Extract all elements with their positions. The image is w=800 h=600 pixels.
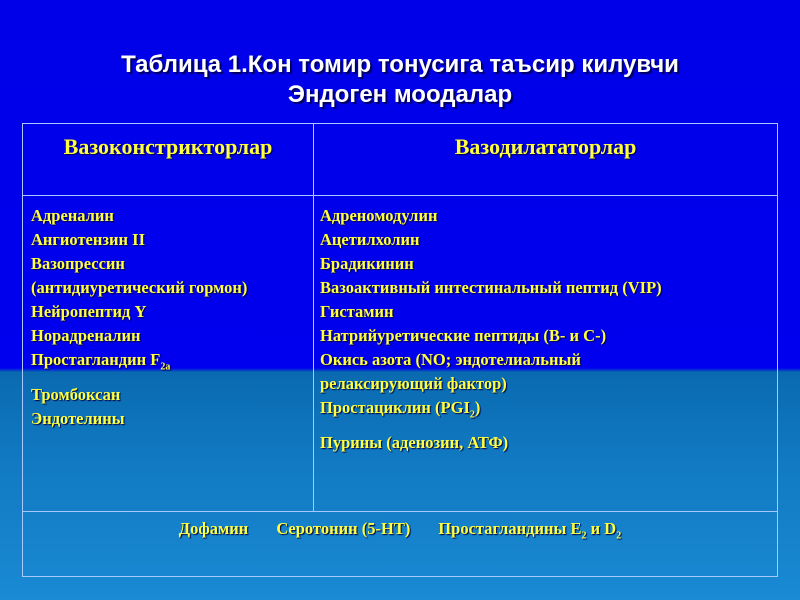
subscript: 2 [469,409,475,421]
text: Ангиотензин II [31,230,146,249]
text: Простагландин F [31,350,161,369]
text: Вазопрессин [31,254,125,273]
text: Пурины (аденозин, АТФ) [320,433,509,453]
text: (антидиуретический гормон) [31,278,248,297]
text: и D [586,519,617,538]
text: Серотонин (5-НТ) [276,519,411,538]
header-divider [23,195,777,196]
text: ) [474,398,481,417]
subscript: 2 [616,530,622,542]
subscript: 2 [581,530,587,542]
vasodilator-item [320,252,662,276]
vasodilator-item [320,324,662,348]
text: Ацетилхолин [320,230,420,249]
vasoconstrictor-item [31,228,247,252]
text: Адреналин [31,206,114,225]
text: Простациклин (PGI [320,398,470,417]
vasoconstrictor-item [31,252,247,276]
text: Окись азота (NO; эндотелиальный [320,350,581,369]
text: Натрийуретические пептиды (В- и С-) [320,326,607,345]
column-divider [313,124,314,511]
shared-agent-item [179,519,249,538]
vasoconstrictor-item [31,383,247,407]
vasodilator-list [320,204,662,455]
vasoconstrictor-item [31,204,247,228]
vasodilator-item [320,204,662,228]
vasodilator-item [320,348,662,372]
vasoconstrictor-item [31,324,247,348]
vasodilator-item [320,396,662,427]
vasodilator-item [320,300,662,324]
slide-title [0,50,800,110]
text: Адреномодулин [320,206,438,225]
text: Нейропептид Y [31,302,147,321]
subscript: 2a [160,361,171,373]
text: Дофамин [178,519,249,538]
text: Гистамин [320,302,394,321]
text: Простагландины Е [438,519,582,538]
vasodilator-item [320,228,662,252]
vasoconstrictor-list [31,204,247,431]
title-line-2: Эндоген моодалар [287,81,513,108]
vasoconstrictor-item [31,300,247,324]
vasoconstrictor-item [31,348,247,379]
header-vasodilators: Вазодилататорлар [454,134,637,159]
shared-agent-item [438,519,622,542]
title-line-1: Таблица 1.Кон томир тонусига таъсир килувчи [121,51,679,78]
text: Вазоактивный интестинальный пептид (VIP) [320,278,662,297]
comparison-table [22,123,778,577]
text: релаксирующий фактор) [320,374,507,393]
shared-agent-item [276,519,410,538]
text: Брадикинин [320,254,414,273]
text: Тромбоксан [31,385,121,405]
vasoconstrictor-item [31,276,247,300]
vasoconstrictor-item [31,407,247,431]
text: Норадреналин [31,326,141,345]
vasodilator-item [320,372,662,396]
vasodilator-item [320,431,662,455]
text: Эндотелины [31,409,125,429]
footer-divider [23,511,777,512]
vasodilator-item [320,276,662,300]
header-vasoconstrictors: Вазоконстрикторлар [63,134,273,159]
shared-agents-row [23,519,777,541]
